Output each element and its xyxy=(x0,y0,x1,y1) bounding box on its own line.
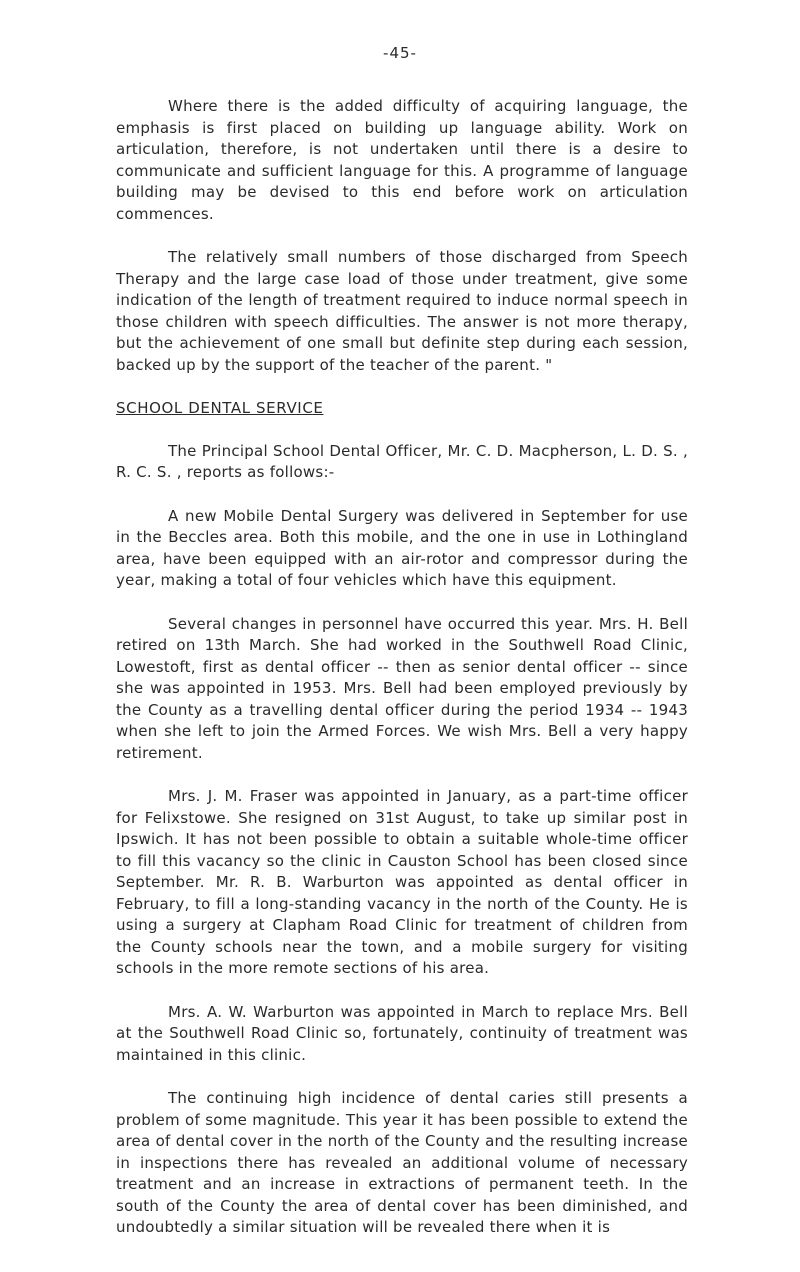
document-body xyxy=(116,96,688,1261)
paragraph-principal-officer: The Principal School Dental Officer, Mr. C. D. Macpherson, L. D. S. , R. C. S. , reports as follows:- xyxy=(116,441,688,481)
paragraph-mobile-surgery: A new Mobile Dental Surgery was delivered in September for use in the Beccles area. Both this mobile, and the one in use in Lothingland area, have been equipped with an air-rotor and compressor during the year, making a total of four vehicles which have this equipment. xyxy=(116,506,688,589)
paragraph-language-building: Where there is the added difficulty of acquiring language, the emphasis is first placed on building up language ability. Work on articulation, therefore, is not undertaken until there is a desire to communicate and sufficient language for this. A programme of language building may be devised to this end before work on articulation commences. xyxy=(116,97,688,223)
paragraph-fraser-warburton: Mrs. J. M. Fraser was appointed in January, as a part-time officer for Felixstowe. She resigned on 31st August, to take up similar post in Ipswich. It has not been possible to obtain a suitable whole-time officer to fill this vacancy so the clinic in Causton School has been closed since September. Mr. R. B. Warburton was appointed as dental officer in February, to fill a long-standing vacancy in the north of the County. He is using a surgery at Clapham Road Clinic for treatment of children from the County schools near the town, and a mobile surgery for visiting schools in the more remote sections of his area. xyxy=(116,787,688,977)
paragraph-mrs-warburton: Mrs. A. W. Warburton was appointed in March to replace Mrs. Bell at the Southwell Road Clinic so, fortunately, continuity of treatment was maintained in this clinic. xyxy=(116,1002,688,1064)
paragraph-personnel-changes: Several changes in personnel have occurred this year. Mrs. H. Bell retired on 13th March. She had worked in the Southwell Road Clinic, Lowestoft, first as dental officer -- then as senior dental officer -- since she was appointed in 1953. Mrs. Bell had been employed previously by the County as a travelling dental officer during the period 1934 -- 1943 when she left to join the Armed Forces. We wish Mrs. Bell a very happy retirement. xyxy=(116,614,688,762)
page-number: -45- xyxy=(383,44,417,62)
section-heading-school-dental-service: SCHOOL DENTAL SERVICE xyxy=(116,399,324,417)
paragraph-speech-therapy: The relatively small numbers of those discharged from Speech Therapy and the large case load of those under treatment, give some indication of the length of treatment required to induce normal speech in those children with speech difficulties. The answer is not more therapy, but the achievement of one small but definite step during each session, backed up by the support of the teacher of the parent. " xyxy=(116,248,688,374)
paragraph-dental-caries: The continuing high incidence of dental caries still presents a problem of some magnitude. This year it has been possible to extend the area of dental cover in the north of the County and the resulting increase in inspections there has revealed an additional volume of necessary treatment and an increase in extractions of permanent teeth. In the south of the County the area of dental cover has been diminished, and undoubtedly a similar situation will be revealed there when it is xyxy=(116,1089,688,1236)
